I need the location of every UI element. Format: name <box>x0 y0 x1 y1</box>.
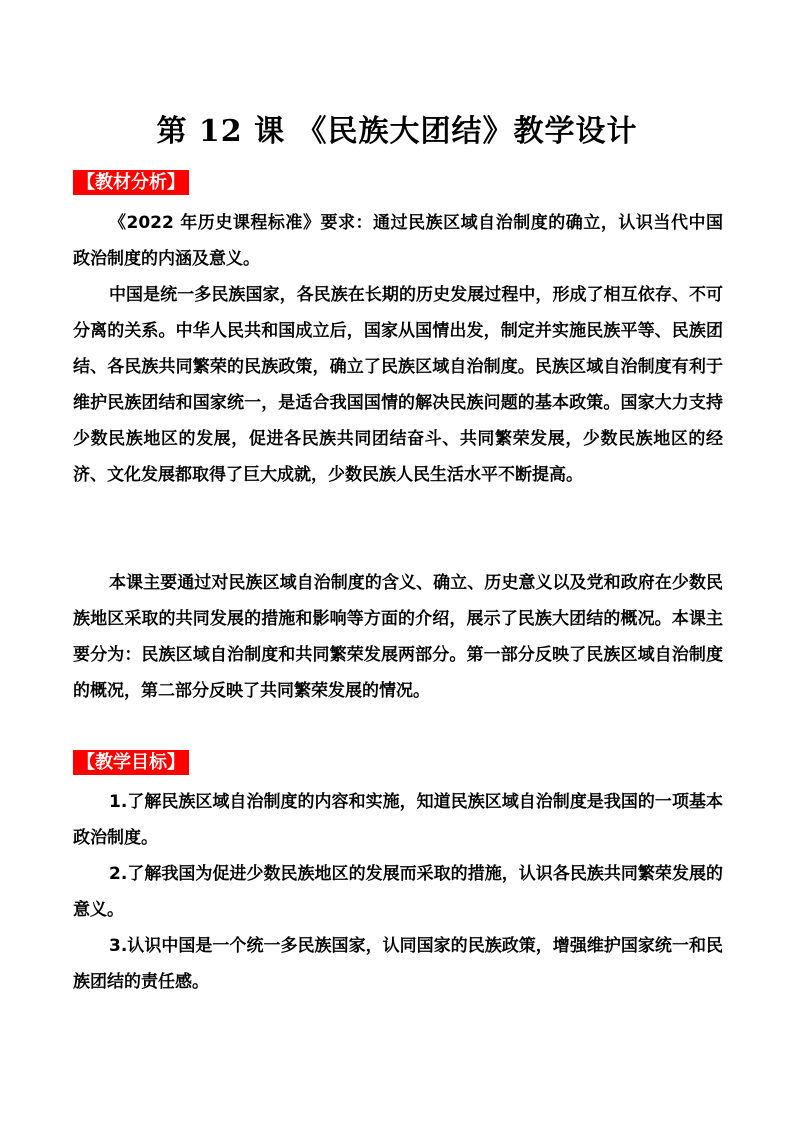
document-title: 第 12 课 《民族大团结》教学设计 <box>156 114 638 149</box>
paragraph-multiethnic-nation: 中国是统一多民族国家，各民族在长期的历史发展过程中，形成了相互依存、不可分离的关系。中华人民共和国成立后，国家从国情出发，制定并实施民族平等、民族团结、各民族共同繁荣的民族政策，确立了民族区域自治制度。民族区域自治制度有利于维护民族团结和国家统一，是适合我国国情的解决民族问题的基本政策。国家大力支持少数民族地区的发展，促进各民族共同团结奋斗、共同繁荣发展，少数民族地区的经济、文化发展都取得了巨大成就，少数民族人民生活水平不断提高。 <box>73 285 723 485</box>
section-heading-textbook-analysis: 【教材分析】 <box>73 170 189 195</box>
objective-item-1: 1.了解民族区域自治制度的内容和实施，知道民族区域自治制度是我国的一项基本政治制度。 <box>73 792 723 848</box>
paragraph-lesson-overview: 本课主要通过对民族区域自治制度的含义、确立、历史意义以及党和政府在少数民族地区采取的共同发展的措施和影响等方面的介绍，展示了民族大团结的概况。本课主要分为：民族区域自治制度和共同繁荣发展两部分。第一部分反映了民族区域自治制度的概况，第二部分反映了共同繁荣发展的情况。 <box>73 573 723 701</box>
objective-item-3: 3.认识中国是一个统一多民族国家，认同国家的民族政策，增强维护国家统一和民族团结的责任感。 <box>73 936 723 992</box>
section-heading-teaching-objectives: 【教学目标】 <box>73 750 189 775</box>
objective-item-2: 2.了解我国为促进少数民族地区的发展而采取的措施，认识各民族共同繁荣发展的意义。 <box>73 864 723 920</box>
paragraph-curriculum-standard: 《2022 年历史课程标准》要求：通过民族区域自治制度的确立，认识当代中国政治制度的内涵及意义。 <box>73 213 723 269</box>
